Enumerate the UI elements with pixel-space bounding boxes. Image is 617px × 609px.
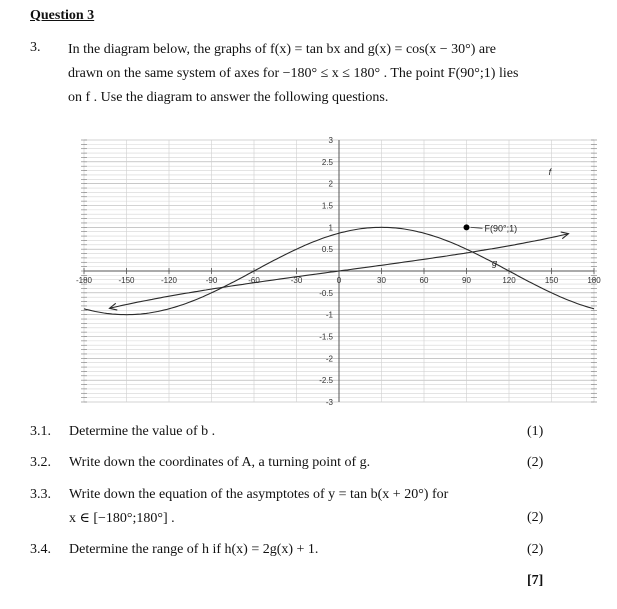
y-tick-label: 2: [328, 179, 333, 189]
marks-3-1: (1): [527, 424, 544, 439]
subquestion-number: 3.2.: [30, 455, 51, 470]
y-tick-label: 2.5: [321, 157, 333, 167]
subquestion-number: 3.3.: [30, 487, 51, 502]
x-tick-label: -150: [118, 276, 135, 285]
y-tick-label: -1.5: [319, 332, 333, 342]
x-tick-label: -120: [160, 276, 178, 285]
x-tick-label: 60: [419, 276, 429, 285]
point-F-marker: [464, 224, 470, 230]
subquestion-text-line-2: x ∈ [−180°;180°] .: [69, 511, 175, 526]
series-g-label: g: [492, 257, 498, 268]
x-tick-label: 30: [377, 276, 386, 285]
intro-line-1: In the diagram below, the graphs of f(x) = tan bx and g(x) = cos(x − 30°) are: [68, 42, 497, 57]
marks-3-3: (2): [527, 510, 544, 525]
y-tick-label: 3: [328, 136, 333, 145]
y-tick-label: -0.5: [319, 288, 333, 298]
x-tick-label: -180: [75, 276, 93, 285]
x-tick-label: -30: [290, 276, 303, 285]
x-tick-label: 0: [336, 276, 342, 285]
subquestion-text: Write down the coordinates of A, a turning point of g.: [69, 455, 371, 470]
y-tick-label: 1.5: [321, 201, 333, 211]
x-tick-label: 120: [502, 276, 516, 285]
y-tick-label: -3: [325, 398, 333, 407]
intro-line-2: drawn on the same system of axes for −180° ≤ x ≤ 180° . The point F(90°;1) lies: [68, 66, 519, 81]
subquestion-number: 3.4.: [30, 542, 51, 557]
y-tick-label: -2: [325, 354, 333, 364]
question-heading: Question 3: [30, 8, 95, 23]
y-tick-label: -1: [325, 310, 333, 320]
point-F-label: F(90°;1): [484, 223, 518, 234]
total-marks: [7]: [527, 573, 544, 588]
x-tick-label: -90: [205, 276, 218, 285]
subquestion-text: Write down the equation of the asymptotes of y = tan b(x + 20°) for: [69, 487, 449, 502]
subquestion-text: Determine the value of b .: [69, 424, 216, 439]
x-tick-label: 150: [544, 276, 559, 285]
intro-line-3: on f . Use the diagram to answer the following questions.: [68, 90, 389, 105]
y-tick-label: 1: [328, 223, 333, 233]
x-tick-label: -60: [248, 276, 260, 285]
subquestion-text: Determine the range of h if h(x) = 2g(x) + 1.: [69, 542, 319, 557]
y-tick-label: 0.5: [321, 245, 333, 255]
x-tick-label: 90: [462, 276, 471, 285]
series-f-label: f: [548, 166, 552, 177]
marks-3-4: (2): [527, 542, 544, 557]
y-tick-label: -2.5: [319, 376, 333, 386]
question-number: 3.: [30, 40, 41, 55]
subquestion-number: 3.1.: [30, 424, 51, 439]
marks-3-2: (2): [527, 455, 544, 470]
x-tick-label: 180: [587, 276, 601, 285]
